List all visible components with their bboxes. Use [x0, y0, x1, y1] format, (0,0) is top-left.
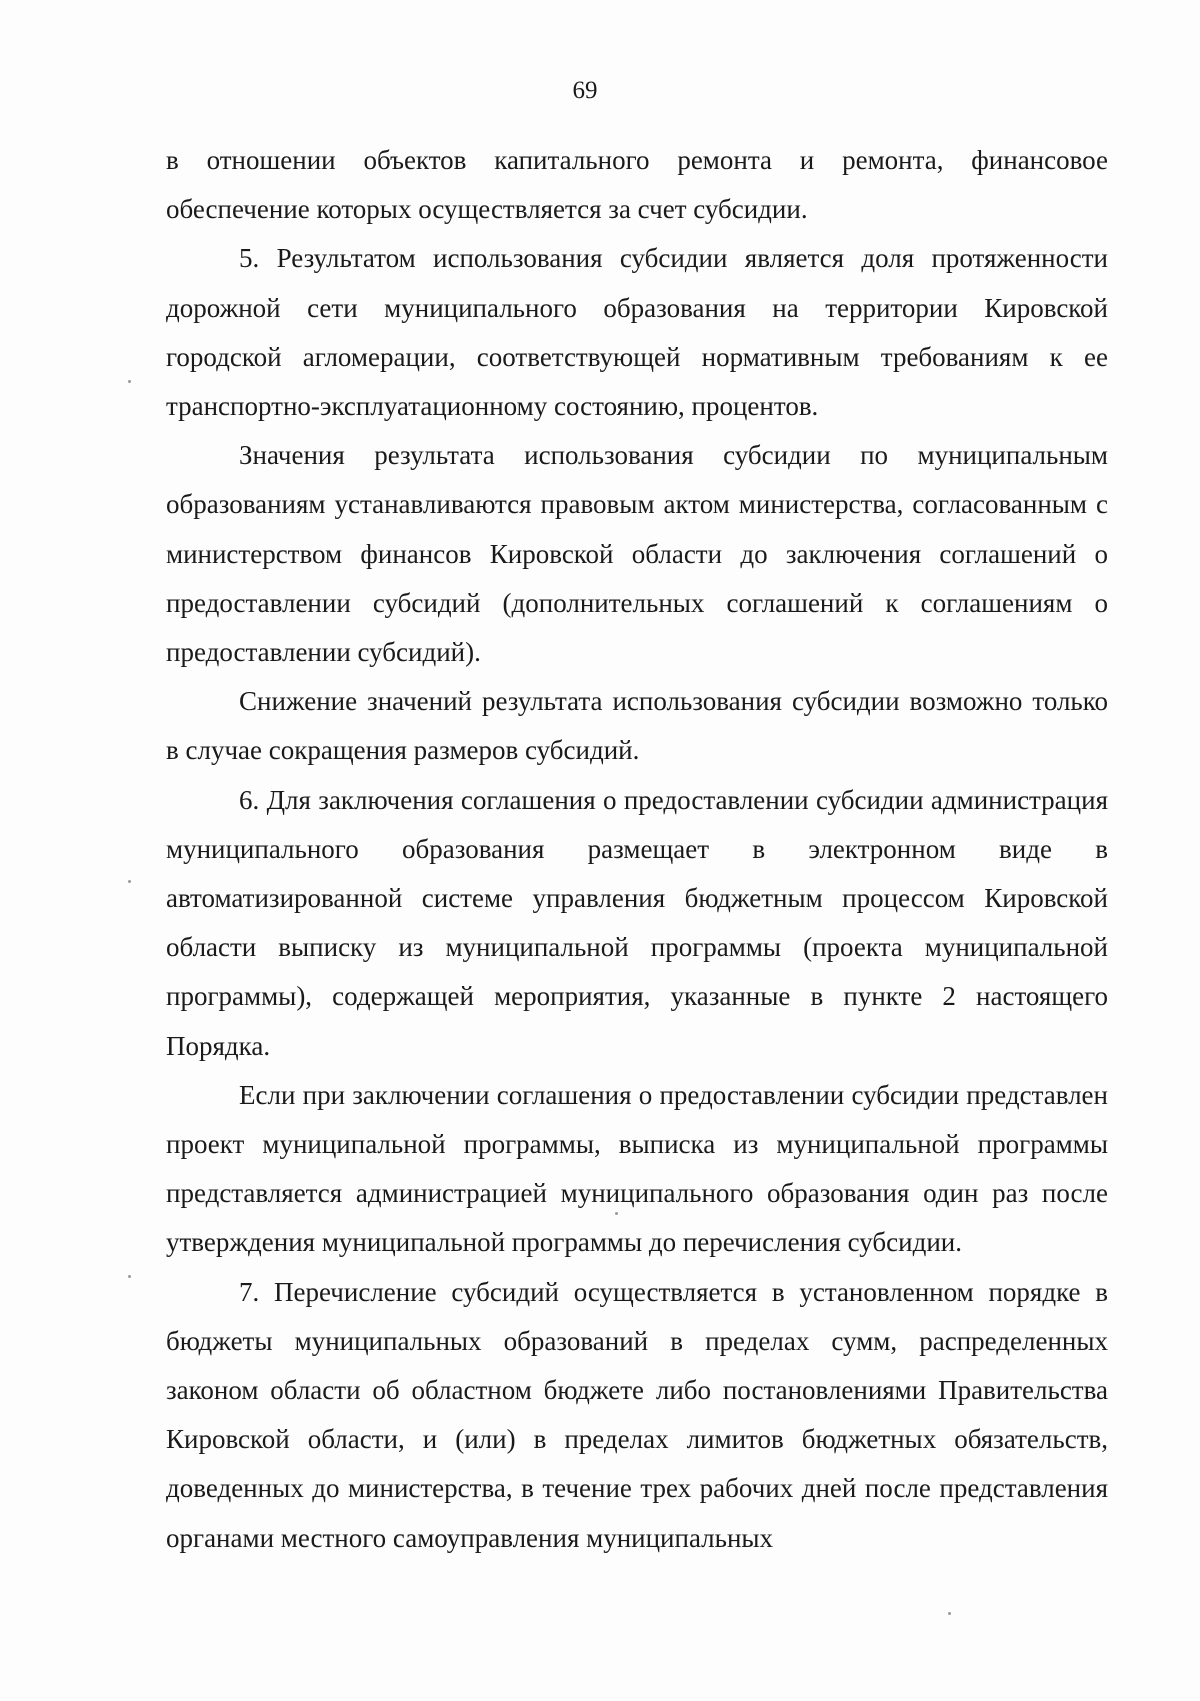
paragraph: Значения результата использования субсидии по муниципальным образованиям устанавливаются правовым актом министерства, согласованным с министерством финансов Кировской области до заключения соглашений о предоставлении субсидий (дополнительных соглашений к соглашениям о предоставлении субсидий).	[166, 440, 1108, 668]
scan-speck	[948, 1612, 951, 1615]
scan-speck	[128, 1275, 131, 1278]
document-body	[166, 136, 1108, 1563]
paragraph: в отношении объектов капитального ремонта и ремонта, финансовое обеспечение которых осуществляется за счет субсидии.	[166, 145, 1108, 225]
paragraph: 7. Перечисление субсидий осуществляется в установленном порядке в бюджеты муниципальных образований в пределах сумм, распределенных законом области об областном бюджете либо постановлениями Правительства Кировской области, и (или) в пределах лимитов бюджетных обязательств, доведенных до министерства, в течение трех рабочих дней после представления органами местного самоуправления муниципальных	[166, 1276, 1108, 1553]
paragraph: Если при заключении соглашения о предоставлении субсидии представлен проект муниципальной программы, выписка из муниципальной программы представляется администрацией муниципального образования один раз после утверждения муниципальной программы до перечисления субсидии.	[166, 1079, 1108, 1258]
paragraph: 5. Результатом использования субсидии является доля протяженности дорожной сети муниципального образования на территории Кировской городской агломерации, соответствующей нормативным требованиям к ее транспортно-эксплуатационному состоянию, процентов.	[166, 243, 1108, 422]
scan-speck	[615, 1212, 618, 1215]
scan-speck	[128, 880, 131, 883]
scan-speck	[128, 380, 131, 383]
paragraph: Снижение значений результата использования субсидии возможно только в случае сокращения размеров субсидий.	[166, 686, 1108, 766]
paragraph: 6. Для заключения соглашения о предоставлении субсидии администрация муниципального образования размещает в электронном виде в автоматизированной системе управления бюджетным процессом Кировской области выписку из муниципальной программы (проекта муниципальной программы), содержащей мероприятия, указанные в пункте 2 настоящего Порядка.	[166, 784, 1108, 1061]
page-number: 69	[572, 77, 598, 104]
